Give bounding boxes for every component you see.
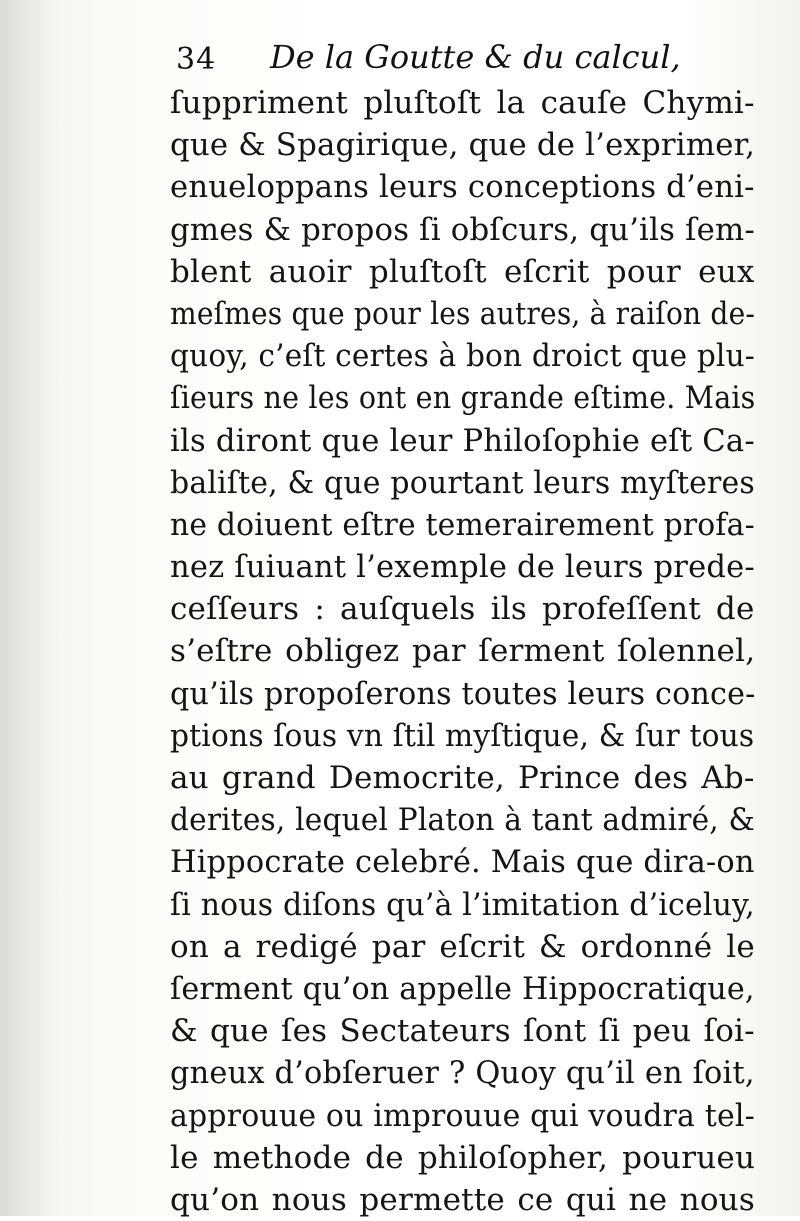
page-number: 34 xyxy=(176,42,217,77)
text-line: meſmes que pour les autres, à raiſon de- xyxy=(170,295,756,332)
text-line: ſerment qu’on appelle Hippocratique, xyxy=(170,970,755,1007)
text-line: approuue ou improuue qui voudra tel- xyxy=(170,1097,755,1134)
text-line: ſieurs ne les ont en grande eſtime. Mais xyxy=(170,380,756,417)
body-text xyxy=(170,82,755,1221)
text-line: & que ſes Sectateurs ſont ſi peu ſoi- xyxy=(170,1013,755,1050)
text-line: ptions ſous vn ſtil myſtique, & ſur tous xyxy=(170,717,755,754)
running-title: De la Goutte & du calcul, xyxy=(270,38,681,76)
text-line: ſuppriment pluſtoſt la cauſe Chymi- xyxy=(170,85,755,121)
gutter-shadow xyxy=(0,0,60,1216)
text-line: baliſte, & que pourtant leurs myſteres xyxy=(170,464,755,501)
text-line: au grand Democrite, Prince des Ab- xyxy=(170,760,755,796)
text-line: ne doiuent eſtre temerairement profa- xyxy=(170,506,755,543)
page-header xyxy=(168,32,758,86)
text-line: ils diront que leur Philoſophie eſt Ca- xyxy=(170,422,755,459)
text-line: que & Spagirique, que de l’exprimer, xyxy=(170,127,756,164)
text-line: le methode de philoſopher, pourueu xyxy=(170,1139,756,1176)
text-line: nez ſuiuant l’exemple de leurs prede- xyxy=(170,549,755,586)
text-line: ſi nous diſons qu’à l’imitation d’iceluy, xyxy=(170,886,755,923)
text-line: quoy, c’eſt certes à bon droict que plu- xyxy=(170,338,755,375)
text-line: Hippocrate celebré. Mais que dira-on xyxy=(170,844,755,881)
text-line: s’eſtre obligez par ſerment ſolennel, xyxy=(170,633,756,670)
text-line: enueloppans leurs conceptions d’eni- xyxy=(170,169,755,206)
text-line: derites, lequel Platon à tant admiré, & xyxy=(170,802,755,839)
text-line: ceſſeurs : auſquels ils profeſſent de xyxy=(170,591,755,628)
text-line: gneux d’obſeruer ? Quoy qu’il en ſoit, xyxy=(170,1055,755,1092)
text-line: on a redigé par eſcrit & ordonné le xyxy=(170,928,755,965)
text-line: blent auoir pluſtoſt eſcrit pour eux xyxy=(170,253,755,290)
text-line: qu’ils propoſerons toutes leurs conce- xyxy=(170,675,756,712)
text-line: qu’on nous permette ce qui ne nous xyxy=(170,1181,755,1218)
text-line: gmes & propos ſi obſcurs, qu’ils ſem- xyxy=(170,211,756,248)
